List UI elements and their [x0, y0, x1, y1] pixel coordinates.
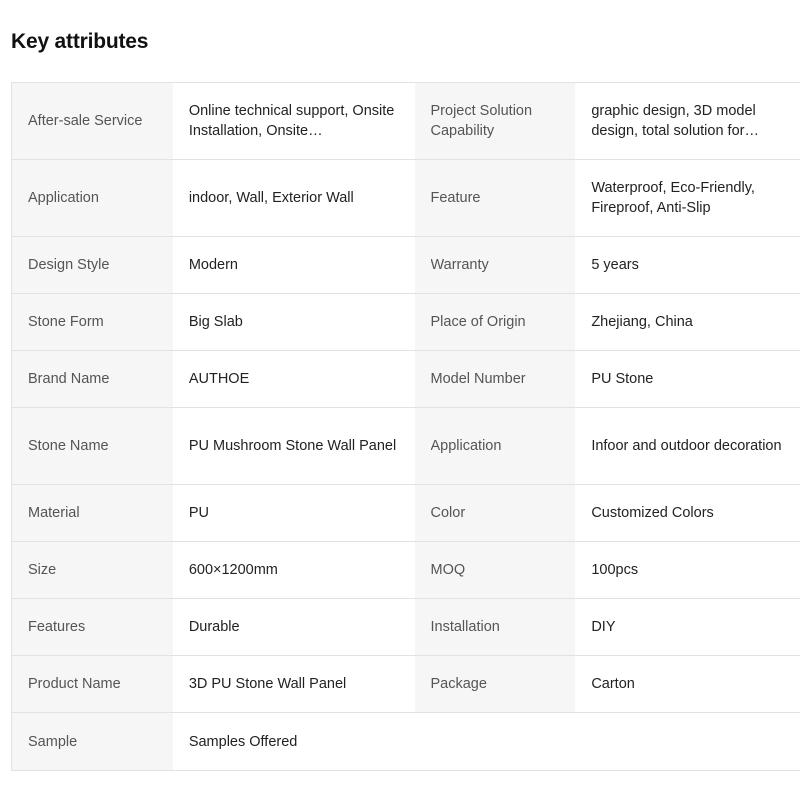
attribute-value: PU Stone	[575, 351, 800, 407]
attribute-value: 3D PU Stone Wall Panel	[173, 656, 415, 712]
attribute-label: Package	[415, 656, 576, 712]
attribute-label: Size	[12, 542, 173, 598]
attribute-label: Sample	[12, 713, 173, 770]
key-attributes-table	[11, 82, 800, 771]
attribute-value: Modern	[173, 237, 415, 293]
attribute-label: Feature	[415, 160, 576, 236]
attribute-value: Samples Offered	[173, 713, 415, 770]
section-title: Key attributes	[11, 30, 149, 53]
table-row	[12, 713, 800, 770]
attribute-value: PU	[173, 485, 415, 541]
table-row	[12, 408, 800, 485]
attribute-label: Brand Name	[12, 351, 173, 407]
attribute-label: Application	[415, 408, 576, 484]
attribute-label: Model Number	[415, 351, 576, 407]
attribute-label: Product Name	[12, 656, 173, 712]
attribute-label: Installation	[415, 599, 576, 655]
attribute-label: After-sale Service	[12, 83, 173, 159]
attribute-label: Warranty	[415, 237, 576, 293]
attribute-value: Online technical support, Onsite Installation, Onsite…	[173, 83, 415, 159]
attribute-value: Customized Colors	[575, 485, 800, 541]
attribute-label: Features	[12, 599, 173, 655]
table-row	[12, 351, 800, 408]
attribute-value: 600×1200mm	[173, 542, 415, 598]
table-row	[12, 656, 800, 713]
table-row	[12, 485, 800, 542]
attribute-value: DIY	[575, 599, 800, 655]
attribute-value: graphic design, 3D model design, total solution for…	[575, 83, 800, 159]
attribute-value: Zhejiang, China	[575, 294, 800, 350]
attribute-value: PU Mushroom Stone Wall Panel	[173, 408, 415, 484]
attribute-value: Durable	[173, 599, 415, 655]
attribute-value: Waterproof, Eco-Friendly, Fireproof, Anti-Slip	[575, 160, 800, 236]
attribute-value: AUTHOE	[173, 351, 415, 407]
attribute-label: Stone Name	[12, 408, 173, 484]
table-row	[12, 237, 800, 294]
attribute-value: Big Slab	[173, 294, 415, 350]
attribute-value: 100pcs	[575, 542, 800, 598]
attribute-label: Stone Form	[12, 294, 173, 350]
attribute-label: Design Style	[12, 237, 173, 293]
table-row	[12, 599, 800, 656]
table-row	[12, 542, 800, 599]
attribute-value: indoor, Wall, Exterior Wall	[173, 160, 415, 236]
attribute-label: Place of Origin	[415, 294, 576, 350]
attribute-label: MOQ	[415, 542, 576, 598]
table-row	[12, 160, 800, 237]
table-row	[12, 294, 800, 351]
attribute-value: Carton	[575, 656, 800, 712]
attribute-label: Material	[12, 485, 173, 541]
table-row	[12, 83, 800, 160]
empty-cell	[415, 713, 800, 770]
attribute-label: Application	[12, 160, 173, 236]
attribute-value: 5 years	[575, 237, 800, 293]
attribute-label: Color	[415, 485, 576, 541]
attribute-label: Project Solution Capability	[415, 83, 576, 159]
attribute-value: Infoor and outdoor decoration	[575, 408, 800, 484]
